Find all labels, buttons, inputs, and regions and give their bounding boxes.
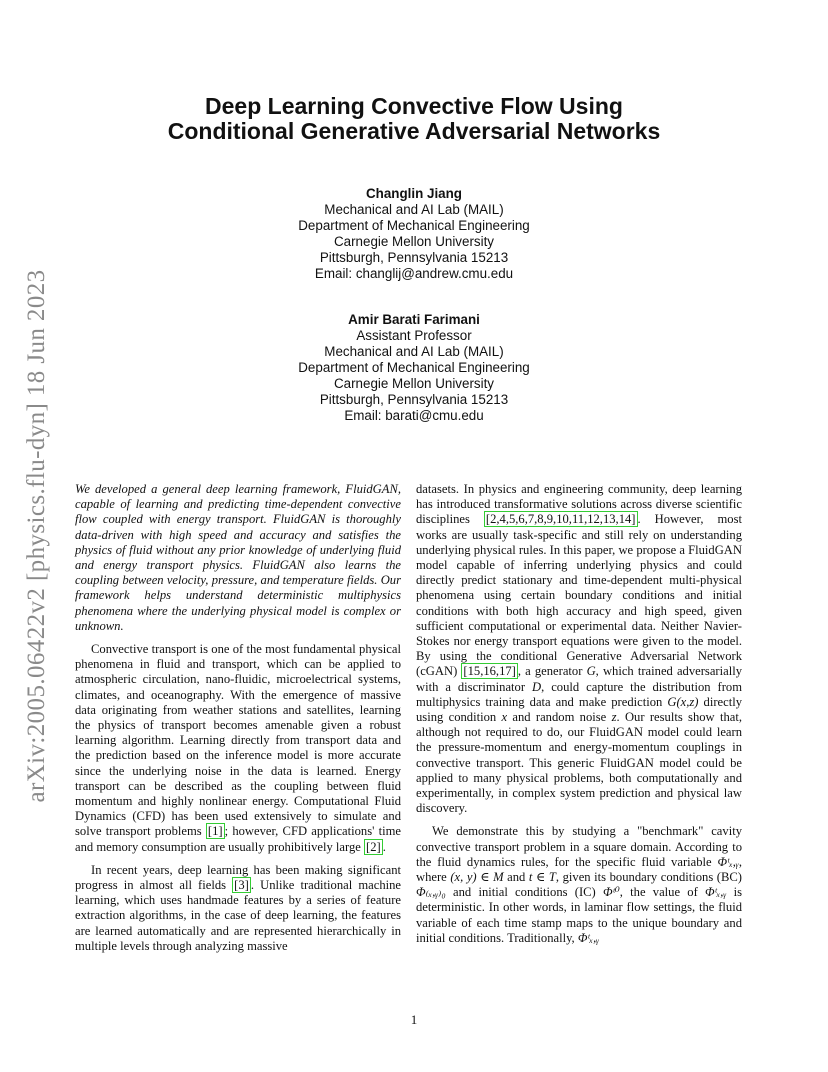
math-symbol: Φᵗₓ,ᵧ <box>705 885 727 900</box>
body-paragraph: datasets. In physics and engineering community, deep learning has introduced transformative solutions across diverse scientific disciplines [2,4,5,6,7,8,9,10,11,12,13,14] . However, most works are usually task-specific and still rely on understanding underlying physical rules. In this paper, we propose a FluidGAN model capable of inferring underlying physics and could directly predict stationary and time-dependent multi-physical phenomena using certain boundary conditions and initial conditions with both high accuracy and high speed, given sufficient computational or experimental data. Neither Navier-Stokes nor energy transport equations were given to the model. By using the conditional Generative Adversarial Network (cGAN) [15,16,17] , a generator G, which trained adversarially with a discriminator D, could capture the distribution from multiphysics training data and make prediction G(x,z) directly using condition x and random noise z. Our results show that, although not required to do, our FluidGAN model could learn the pressure-momentum and energy-momentum couplings in convective transport. This generic FluidGAN model could be applied to many physical problems, both computationally and experimentally, in complex system prediction and physical law discovery. <box>416 482 743 816</box>
title-line-2: Conditional Generative Adversarial Networks <box>167 118 661 144</box>
math-symbol: G <box>586 664 596 679</box>
abstract: We developed a general deep learning framework, FluidGAN, capable of learning and predicting time-dependent convective flow coupled with energy transport. FluidGAN is thoroughly data-driven with high speed and accuracy and satisfies the physics of fluid without any prior knowledge of underlying fluid and energy transport physics. FluidGAN also learns the coupling between velocity, pressure, and temperature fields. Our framework helps understand deterministic multiphysics phenomena where the underlying physical model is complex or unknown. <box>75 482 401 633</box>
body-paragraph: In recent years, deep learning has been making significant progress in almost all fields [3] . Unlike traditional machine learning, which uses handmade features by a series of feature extraction algorithms, in the case of deep learning, the features are learned automatically and are represented hierarchically in multiple levels through analyzing massive <box>75 862 402 953</box>
author-email: Email: changlij@andrew.cmu.edu <box>314 266 514 281</box>
citation-link[interactable]: [3] <box>234 878 249 893</box>
page-number: 1 <box>410 1012 418 1027</box>
arxiv-identifier-stamp: arXiv:2005.06422v2 [physics.flu-dyn] 18 Jun 2023 <box>23 269 50 803</box>
author-title: Assistant Professor <box>356 328 472 343</box>
math-symbol: Φᵗₓ,ᵧ <box>717 854 739 869</box>
math-symbol: Φ₍ₓ,ᵧ₎₀ <box>416 885 446 900</box>
citation-link[interactable]: [2] <box>366 839 381 854</box>
left-column <box>75 482 401 962</box>
author-affiliation-line: Carnegie Mellon University <box>333 234 494 249</box>
author-name: Changlin Jiang <box>366 186 462 201</box>
right-column <box>416 482 742 954</box>
author-block-1 <box>0 186 828 282</box>
author-affiliation-line: Mechanical and AI Lab (MAIL) <box>324 344 504 359</box>
citation-link[interactable]: [15,16,17] <box>463 664 516 679</box>
math-symbol: t ∈ T <box>528 870 556 885</box>
body-paragraph: We demonstrate this by studying a "benchmark" cavity convective transport problem in a square domain. According to the fluid dynamics rules, for the specific fluid variable Φᵗₓ,ᵧ, where (x, y) ∈ M and t ∈ T, given its boundary conditions (BC) Φ₍ₓ,ᵧ₎₀ and initial conditions (IC) Φᵗ⁰, the value of Φᵗₓ,ᵧ is deterministic. In other words, in laminar flow settings, the fluid variable of each time stamp maps to the unique boundary and initial conditions. Traditionally, Φᵗₓ,ᵧ <box>416 824 742 945</box>
author-affiliation-line: Department of Mechanical Engineering <box>298 360 530 375</box>
author-block-2 <box>0 312 828 424</box>
body-paragraph: Convective transport is one of the most fundamental physical phenomena in fluid and transport, which can be applied to atmospheric circulation, nano-fluidic, microelectrical systems, climates, and oceanography. With the emergence of massive data originating from weather stations and satellites, learning the physics of transport becomes amenable given a robust learning algorithm. Learning directly from transport data and the prediction based on the inference model is more accurate since the underlying noise in the data is learned. Energy transport can be described as the coupling between fluid momentum and highly nonlinear energy. Computational Fluid Dynamics (CFD) has been used extensively to simulate and solve transport problems [1] ; however, CFD applications' time and memory consumption are usually prohibitively large [2] . <box>75 642 401 854</box>
math-symbol: z <box>611 710 617 725</box>
math-symbol: Φᵗ⁰ <box>603 885 620 900</box>
author-affiliation-line: Pittsburgh, Pennsylvania 15213 <box>319 250 509 265</box>
math-symbol: Φᵗₓ,ᵧ <box>577 930 600 945</box>
author-affiliation-line: Carnegie Mellon University <box>333 376 494 391</box>
paper-title <box>0 94 828 144</box>
math-symbol: G(x,z) <box>667 694 699 709</box>
author-affiliation-line: Department of Mechanical Engineering <box>298 218 530 233</box>
author-name: Amir Barati Farimani <box>348 312 480 327</box>
title-line-1: Deep Learning Convective Flow Using <box>205 93 623 119</box>
citation-link[interactable]: [1] <box>207 824 223 839</box>
math-symbol: (x, y) ∈ M <box>450 870 504 885</box>
math-symbol: x <box>501 710 508 725</box>
author-affiliation-line: Pittsburgh, Pennsylvania 15213 <box>319 392 509 407</box>
author-email: Email: barati@cmu.edu <box>344 408 484 423</box>
citation-link[interactable]: [2,4,5,6,7,8,9,10,11,12,13,14] <box>485 512 636 527</box>
author-affiliation-line: Mechanical and AI Lab (MAIL) <box>324 202 504 217</box>
math-symbol: D <box>532 679 542 694</box>
